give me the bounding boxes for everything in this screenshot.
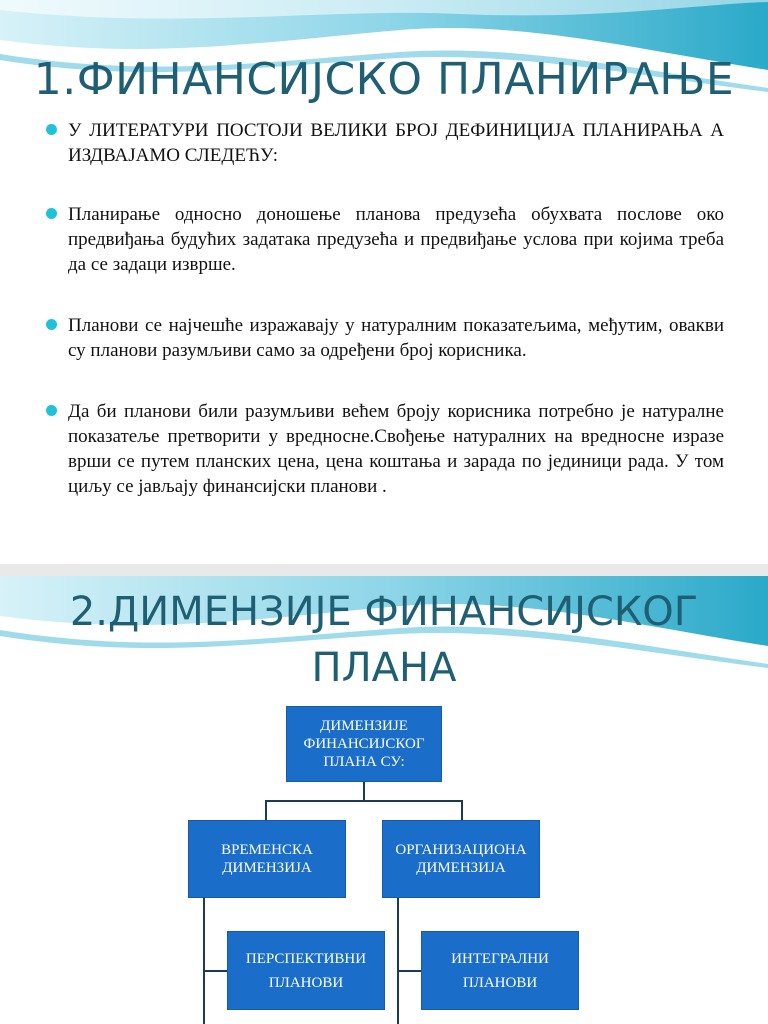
bullet-dot-icon [46, 405, 57, 416]
bullet-dot-icon [46, 124, 57, 135]
right-dimension-box: ОРГАНИЗАЦИОНА ДИМЕНЗИЈА [382, 820, 540, 898]
bullet-text: Планови се најчешће изражавају у натуралним показатељима, међутим, овакви су планови разумљиви само за одређени број корисника. [68, 315, 724, 361]
bullet-dot-icon [46, 208, 57, 219]
slide-2 [0, 576, 768, 1024]
slide-separator [0, 564, 768, 576]
bullet-dot-icon [46, 319, 57, 330]
connector-line [203, 970, 227, 972]
bullet-item [44, 399, 724, 499]
connector-line [265, 800, 267, 820]
connector-line [397, 898, 399, 1024]
connector-line [461, 800, 463, 820]
slide-2-title-line2: ПЛАНА [311, 645, 457, 691]
bullet-item [44, 313, 724, 363]
connector-line [363, 782, 365, 800]
connector-line [397, 970, 421, 972]
left-dimension-box: ВРЕМЕНСКА ДИМЕНЗИЈА [188, 820, 346, 898]
slide-2-title [0, 584, 768, 696]
bullet-item [44, 118, 724, 168]
bullet-text: У ЛИТЕРАТУРИ ПОСТОЈИ ВЕЛИКИ БРОЈ ДЕФИНИЦИЈА ПЛАНИРАЊА А ИЗДВАЈАМО СЛЕДЕЋУ: [68, 120, 724, 166]
slide-1-title: 1.ФИНАНСИЈСКО ПЛАНИРАЊЕ [33, 54, 735, 105]
right-child-box: ИНТЕГРАЛНИ ПЛАНОВИ [421, 931, 579, 1010]
bullet-text: Да би планови били разумљиви већем броју корисника потребно је натуралне показатеље претворити у вредносне.Свођење натуралних на вредносне изразе врши се путем планских цена, цена коштања и зарада по јединици рада. У том циљу се јављају финансијски планови . [68, 401, 724, 497]
left-child-box: ПЕРСПЕКТИВНИ ПЛАНОВИ [227, 931, 385, 1010]
connector-line [265, 800, 463, 802]
bullet-list [44, 118, 724, 512]
bullet-text: Планирање односно доношење планова предузећа обухвата послове око предвиђања будућих задатака предузећа и предвиђање услова при којима треба да се задаци изврше. [68, 204, 724, 275]
slide-2-title-line1: 2.ДИМЕНЗИЈЕ ФИНАНСИЈСКОГ [69, 589, 699, 635]
connector-line [203, 898, 205, 1024]
root-box: ДИМЕНЗИЈЕ ФИНАНСИЈСКОГ ПЛАНА СУ: [286, 706, 442, 782]
bullet-item [44, 202, 724, 277]
